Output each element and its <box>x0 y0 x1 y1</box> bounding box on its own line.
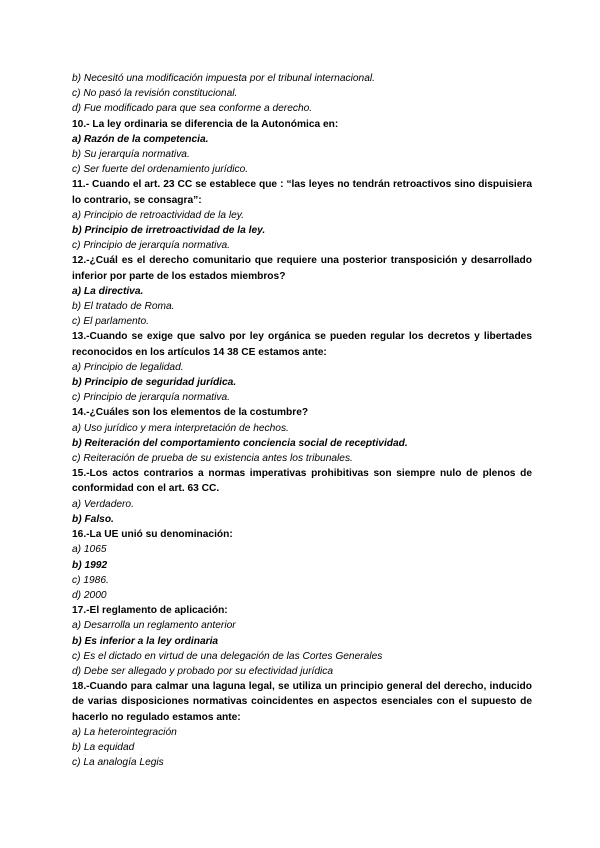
answer-option: a) Verdadero. <box>72 498 134 510</box>
answer-option: c) Es el dictado en virtud de una delegación de las Cortes Generales <box>72 650 383 662</box>
correct-answer-option: a) La directiva. <box>72 285 144 297</box>
answer-option: c) 1986. <box>72 574 109 586</box>
answer-option: c) La analogía Legis <box>72 757 164 769</box>
question-text: 15.-Los actos contrarios a normas imperativas prohibitivas son siempre nulo de plenos de conformidad con el art. 63 CC. <box>72 468 532 495</box>
answer-option: b) La equidad <box>72 741 135 753</box>
correct-answer-option: b) Es inferior a la ley ordinaria <box>72 635 219 647</box>
question-block <box>72 527 532 603</box>
answer-option: c) El parlamento. <box>72 316 150 328</box>
answer-option: a) 1065 <box>72 544 107 556</box>
question-text: 17.-El reglamento de aplicación: <box>72 605 228 617</box>
document-page <box>72 71 532 770</box>
answer-option: a) Desarrolla un reglamento anterior <box>72 620 236 632</box>
question-text: 18.-Cuando para calmar una laguna legal, se utiliza un principio general del derecho, inducido de varias disposiciones normativas coincidentes en aspectos esenciales con el supuesto de hacerlo no regulado estamos ante: <box>72 681 532 723</box>
question-text: 13.-Cuando se exige que salvo por ley orgánica se pueden regular los decretos y libertades reconocidos en los artículos 14 38 CE estamos ante: <box>72 331 532 358</box>
answer-option: b) Necesitó una modificación impuesta por el tribunal internacional. <box>72 73 375 84</box>
question-block <box>72 329 532 405</box>
question-block <box>72 466 532 527</box>
question-block <box>72 253 532 329</box>
question-block <box>72 177 532 253</box>
question-text: 16.-La UE unió su denominación: <box>72 529 233 541</box>
question-text: 11.- Cuando el art. 23 CC se establece que : “las leyes no tendrán retroactivos sino dispuisiera lo contrario, se consagra”: <box>72 179 532 206</box>
question-block <box>72 405 532 466</box>
answer-option: b) Su jerarquía normativa. <box>72 149 190 161</box>
question-text: 12.-¿Cuál es el derecho comunitario que requiere una posterior transposición y desarrollado inferior por parte de los estados miembros? <box>72 255 532 282</box>
answer-option: c) Ser fuerte del ordenamiento jurídico. <box>72 164 249 176</box>
answer-option: c) Reiteración de prueba de su existencia antes los tribunales. <box>72 453 353 465</box>
answer-option: b) El tratado de Roma. <box>72 301 175 313</box>
answer-option: d) Debe ser allegado y probado por su efectividad jurídica <box>72 665 334 677</box>
correct-answer-option: b) 1992 <box>72 559 108 571</box>
answer-option: a) Uso jurídico y mera interpretación de hechos. <box>72 422 289 434</box>
answer-option: a) Principio de retroactividad de la ley. <box>72 209 244 221</box>
question-text: 14.-¿Cuáles son los elementos de la costumbre? <box>72 407 309 419</box>
question-text: 10.- La ley ordinaria se diferencia de la Autonómica en: <box>72 118 339 130</box>
answer-option: d) Fue modificado para que sea conforme a derecho. <box>72 103 313 115</box>
answer-option: d) 2000 <box>72 589 107 601</box>
correct-answer-option: b) Principio de irretroactividad de la ley. <box>72 225 266 237</box>
answer-option: c) Principio de jerarquía normativa. <box>72 392 230 404</box>
answer-option: c) No pasó la revisión constitucional. <box>72 88 238 100</box>
question-block <box>72 679 532 770</box>
answer-option: a) Principio de legalidad. <box>72 361 184 373</box>
question-block <box>72 117 532 178</box>
correct-answer-option: b) Reiteración del comportamiento conciencia social de receptividad. <box>72 437 408 449</box>
correct-answer-option: a) Razón de la competencia. <box>72 133 209 145</box>
correct-answer-option: b) Falso. <box>72 513 114 525</box>
correct-answer-option: b) Principio de seguridad jurídica. <box>72 377 237 389</box>
answer-option: c) Principio de jerarquía normativa. <box>72 240 230 252</box>
question-block <box>72 603 532 679</box>
question-list <box>72 117 532 771</box>
previous-question-options <box>72 71 532 117</box>
answer-option: a) La heterointegración <box>72 726 177 738</box>
